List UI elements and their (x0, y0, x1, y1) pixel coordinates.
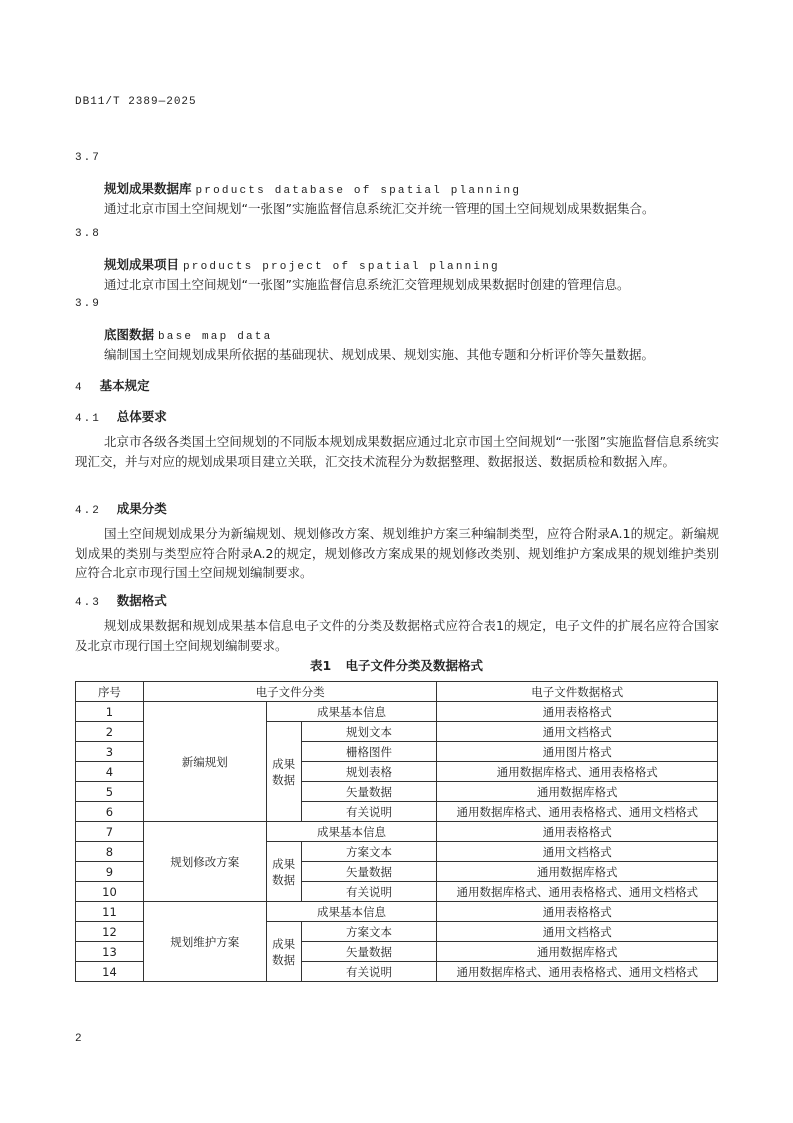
file-format-table (75, 681, 718, 982)
cell-item: 矢量数据 (301, 782, 437, 802)
cell-index: 5 (76, 782, 144, 802)
document-header: DB11/T 2389—2025 (75, 96, 197, 108)
cell-index: 10 (76, 882, 144, 902)
section-4-3-text: 规划成果数据和规划成果基本信息电子文件的分类及数据格式应符合表1的规定，电子文件的扩展名应符合国家及北京市现行国土空间规划编制要求。 (75, 618, 719, 653)
cell-item: 矢量数据 (301, 862, 437, 882)
section-4-heading: 4 基本规定 (75, 378, 150, 394)
section-4-2-heading: 4.2 成果分类 (75, 501, 167, 517)
cell-format: 通用数据库格式、通用表格格式、通用文档格式 (437, 802, 718, 822)
table-row (76, 902, 718, 922)
header-category: 电子文件分类 (143, 682, 437, 702)
cell-format: 通用数据库格式 (437, 942, 718, 962)
cell-format: 通用数据库格式、通用表格格式、通用文档格式 (437, 882, 718, 902)
cell-type: 规划修改方案 (143, 822, 266, 902)
cell-type: 规划维护方案 (143, 902, 266, 982)
cell-item: 有关说明 (301, 882, 437, 902)
cell-index: 1 (76, 702, 144, 722)
term-definition: 通过北京市国土空间规划“一张图”实施监督信息系统汇交管理规划成果数据时创建的管理信息。 (104, 277, 630, 292)
cell-index: 9 (76, 862, 144, 882)
cell-index: 11 (76, 902, 144, 922)
cell-format: 通用文档格式 (437, 842, 718, 862)
cell-item: 有关说明 (301, 962, 437, 982)
cell-format: 通用表格格式 (437, 822, 718, 842)
header-index: 序号 (76, 682, 144, 702)
cell-subgroup: 成果数据 (266, 922, 301, 982)
term-number: 3.8 (75, 228, 101, 240)
cell-format: 通用表格格式 (437, 902, 718, 922)
page-number: 2 (75, 1033, 84, 1045)
cell-format: 通用数据库格式 (437, 862, 718, 882)
cell-type: 新编规划 (143, 702, 266, 822)
cell-item: 有关说明 (301, 802, 437, 822)
cell-format: 通用数据库格式 (437, 782, 718, 802)
cell-subgroup: 成果数据 (266, 842, 301, 902)
cell-item: 规划文本 (301, 722, 437, 742)
cell-format: 通用文档格式 (437, 922, 718, 942)
table-row (76, 822, 718, 842)
cell-format: 通用数据库格式、通用表格格式、通用文档格式 (437, 962, 718, 982)
cell-item: 成果基本信息 (266, 822, 437, 842)
cell-item: 成果基本信息 (266, 702, 437, 722)
cell-index: 8 (76, 842, 144, 862)
cell-format: 通用数据库格式、通用表格格式 (437, 762, 718, 782)
cell-index: 2 (76, 722, 144, 742)
cell-item: 方案文本 (301, 922, 437, 942)
term-title: 底图数据 base map data (104, 327, 273, 343)
cell-index: 7 (76, 822, 144, 842)
term-number: 3.7 (75, 152, 101, 164)
section-4-2-text: 国土空间规划成果分为新编规划、规划修改方案、规划维护方案三种编制类型，应符合附录A.1的规定。新编规划成果的类别与类型应符合附录A.2的规定，规划修改方案成果的规划修改类别、规划维护方案成果的规划维护类别应符合北京市现行国土空间规划编制要求。 (75, 526, 719, 581)
table-caption: 表1 电子文件分类及数据格式 (309, 658, 484, 673)
cell-item: 栅格图件 (301, 742, 437, 762)
cell-index: 4 (76, 762, 144, 782)
cell-item: 方案文本 (301, 842, 437, 862)
term-definition: 编制国土空间规划成果所依据的基础现状、规划成果、规划实施、其他专题和分析评价等矢量数据。 (104, 347, 655, 362)
cell-item: 矢量数据 (301, 942, 437, 962)
term-title: 规划成果项目 products project of spatial planning (104, 257, 500, 273)
cell-format: 通用文档格式 (437, 722, 718, 742)
section-4-1-text: 北京市各级各类国土空间规划的不同版本规划成果数据应通过北京市国土空间规划“一张图”实施监督信息系统实现汇交，并与对应的规划成果项目建立关联，汇交技术流程分为数据整理、数据报送、数据质检和数据入库。 (75, 434, 719, 469)
header-format: 电子文件数据格式 (437, 682, 718, 702)
cell-format: 通用图片格式 (437, 742, 718, 762)
cell-subgroup: 成果数据 (266, 722, 301, 822)
cell-index: 3 (76, 742, 144, 762)
table-row (76, 702, 718, 722)
term-definition: 通过北京市国土空间规划“一张图”实施监督信息系统汇交并统一管理的国土空间规划成果数据集合。 (104, 201, 655, 216)
term-number: 3.9 (75, 298, 101, 310)
section-4-3-heading: 4.3 数据格式 (75, 593, 167, 609)
cell-item: 成果基本信息 (266, 902, 437, 922)
section-4-1-heading: 4.1 总体要求 (75, 409, 167, 425)
cell-index: 13 (76, 942, 144, 962)
cell-index: 14 (76, 962, 144, 982)
cell-index: 6 (76, 802, 144, 822)
cell-index: 12 (76, 922, 144, 942)
term-title: 规划成果数据库 products database of spatial planning (104, 181, 522, 197)
cell-item: 规划表格 (301, 762, 437, 782)
cell-format: 通用表格格式 (437, 702, 718, 722)
